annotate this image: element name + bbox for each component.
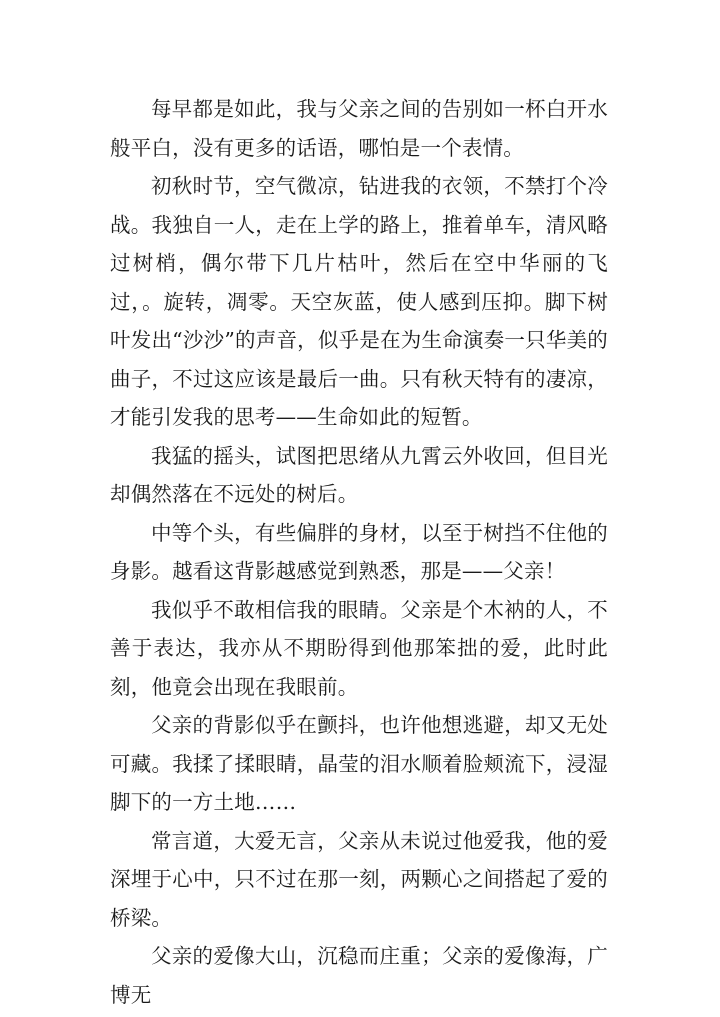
paragraph: 父亲的爱像大山，沉稳而庄重；父亲的爱像海，广博无 (110, 944, 608, 1007)
paragraph: 常言道，大爱无言，父亲从未说过他爱我，他的爱深埋于心中，只不过在那一刻，两颗心之间搭起了爱的桥梁。 (110, 828, 608, 930)
paragraph: 父亲的背影似乎在颤抖，也许他想逃避，却又无处可藏。我揉了揉眼睛，晶莹的泪水顺着脸颊流下，浸湿脚下的一方土地…… (110, 713, 608, 814)
paragraph: 每早都是如此，我与父亲之间的告别如一杯白开水般平白，没有更多的话语，哪怕是一个表情。 (110, 97, 608, 160)
paragraph: 中等个头，有些偏胖的身材，以至于树挡不住他的身影。越看这背影越感觉到熟悉，那是——父亲！ (110, 520, 608, 583)
paragraph: 我猛的摇头，试图把思绪从九霄云外收回，但目光却偶然落在不远处的树后。 (110, 443, 608, 506)
document-body (110, 90, 608, 1014)
paragraph: 我似乎不敢相信我的眼睛。父亲是个木衲的人，不善于表达，我亦从不期盼得到他那笨拙的爱，此时此刻，他竟会出现在我眼前。 (110, 597, 608, 699)
paragraph: 初秋时节，空气微凉，钻进我的衣领，不禁打个冷战。我独自一人，走在上学的路上，推着单车，清风略过树梢，偶尔带下几片枯叶，然后在空中华丽的飞过，。旋转，凋零。天空灰蓝，使人感到压抑。脚下树叶发出“沙沙”的声音，似乎是在为生命演奏一只华美的曲子，不过这应该是最后一曲。只有秋天特有的凄凉，才能引发我的思考——生命如此的短暂。 (110, 174, 608, 429)
